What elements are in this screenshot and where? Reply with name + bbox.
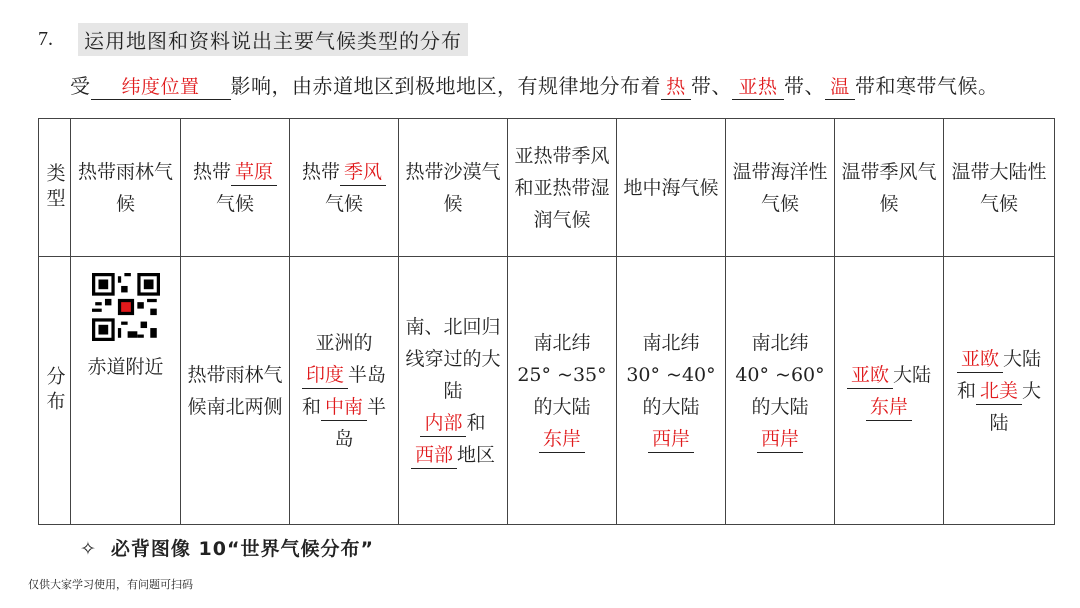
intro-text: 带、 (784, 74, 825, 98)
header-cell: 热带 草原 气候 (181, 119, 290, 257)
dist-cell (71, 257, 181, 525)
footer-text: 仅供大家学习使用，有问题可扫码 (28, 578, 193, 591)
question-title (38, 22, 468, 56)
memorize-note (80, 534, 374, 561)
intro-text: 带、 (691, 74, 732, 98)
dist-cell: 南、北回归线穿过的大陆 内部 和 西部 地区 (399, 257, 508, 525)
header-cell: 热带 季风 气候 (290, 119, 399, 257)
header-cell: 温带海洋性气候 (726, 119, 835, 257)
row-label-dist: 分布 (39, 257, 71, 525)
dist-cell: 南北纬 25° ~35° 的大陆 东岸 (508, 257, 617, 525)
intro-text: 影响，由赤道地区到极地地区，有规律地分布着 (230, 74, 661, 98)
diamond-star-icon: ✧ (80, 538, 97, 560)
qr-code-icon (92, 273, 160, 341)
answer-blank: 纬度位置 (91, 75, 231, 100)
note-text: 必背图像 10“世界气候分布” (110, 538, 374, 560)
dist-cell: 亚欧 大陆 东岸 (835, 257, 944, 525)
answer-blank: 亚热 (732, 75, 784, 100)
row-label-type: 类型 (39, 119, 71, 257)
climate-table (38, 118, 1055, 525)
dist-cell: 南北纬 30° ~40° 的大陆 西岸 (617, 257, 726, 525)
intro-sentence (70, 70, 1070, 100)
header-cell: 温带大陆性气候 (944, 119, 1055, 257)
answer-blank: 温 (825, 75, 855, 100)
intro-text: 带和寒带气候。 (855, 74, 999, 98)
table-row (39, 257, 1055, 525)
table-row (39, 119, 1055, 257)
answer-blank: 热 (661, 75, 691, 100)
dist-cell: 热带雨林气候南北两侧 (181, 257, 290, 525)
header-cell: 热带雨林气候 (71, 119, 181, 257)
header-cell: 热带沙漠气候 (399, 119, 508, 257)
dist-cell: 南北纬 40° ~60° 的大陆 西岸 (726, 257, 835, 525)
question-text: 运用地图和资料说出主要气候类型的分布 (78, 23, 468, 56)
intro-text: 受 (70, 74, 91, 98)
header-cell: 地中海气候 (617, 119, 726, 257)
header-cell: 亚热带季风和亚热带湿润气候 (508, 119, 617, 257)
dist-cell: 亚洲的 印度 半岛和 中南 半岛 (290, 257, 399, 525)
header-cell: 温带季风气候 (835, 119, 944, 257)
dist-text: 赤道附近 (87, 356, 164, 378)
dist-cell: 亚欧 大陆和 北美 大陆 (944, 257, 1055, 525)
question-number: 7. (38, 27, 53, 50)
